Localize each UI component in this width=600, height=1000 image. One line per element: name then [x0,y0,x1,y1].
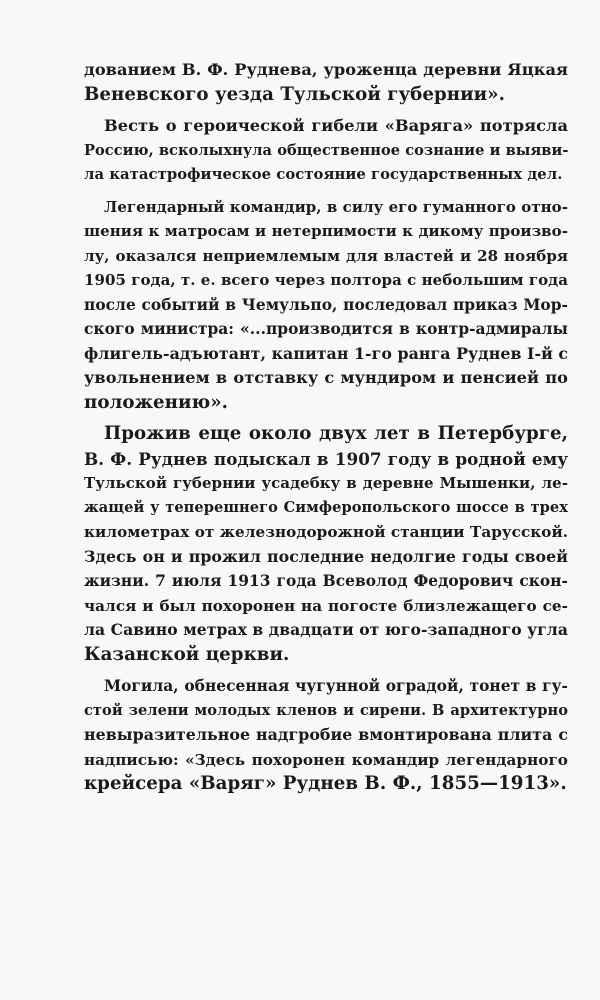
text-line: В. Ф. Руднев подыскал в 1907 году в родной ему [84,448,568,469]
text-line: Здесь он и прожил последние недолгие годы своей [84,546,568,566]
paragraph-3 [84,195,568,416]
text-line: Казанской церкви. [84,643,290,665]
text-line: флигель-адъютант, капитан 1-го ранга Руднев I-й с [84,343,568,363]
text-line: крейсера «Варяг» Руднев В. Ф., 1855—1913». [84,773,567,794]
text-line: шения к матросам и нетерпимости к дикому произво- [84,222,568,240]
text-line: Легендарный командир, в силу его гуманного отно- [104,197,568,216]
paragraph-2 [84,114,568,188]
text-line: надписью: «Здесь похоронен командир легендарного [84,750,568,769]
text-line: Россию, всколыхнула общественное сознание и выяви- [84,141,568,159]
text-line: километрах от железнодорожной станции Тарусской. [84,523,568,541]
paragraph-1 [84,58,568,107]
page-text [84,58,568,800]
text-line: ского министра: «...производится в контр-адмиралы [84,320,568,338]
text-line: Весть о героической гибели «Варяга» потрясла [104,116,568,135]
text-line: лу, оказался неприемлемым для властей и 28 ноября [84,246,568,265]
text-line: ла Савино метрах в двадцати от юго-западного угла [84,620,568,639]
text-line: невыразительное надгробие вмонтирована плита с [84,725,568,744]
text-line: ла катастрофическое состояние государственных дел. [84,166,563,183]
text-line: Веневского уезда Тульской губернии». [84,83,505,105]
text-line: Прожив еще около двух лет в Петербурге, [104,423,568,444]
paragraph-5 [84,674,568,797]
text-line: дованием В. Ф. Руднева, уроженца деревни Яцкая [84,60,568,79]
text-line: жащей у теперешнего Симферопольского шоссе в трех [84,498,568,516]
paragraph-4 [84,422,568,667]
text-line: жизни. 7 июля 1913 года Всеволод Федорович скон- [84,572,568,590]
text-line: положению». [84,391,229,413]
text-line: Тульской губернии усадебку в деревне Мышенки, ле- [84,474,568,492]
text-line: Могила, обнесенная чугунной оградой, тонет в гу- [104,677,568,695]
text-line: стой зелени молодых кленов и сирени. В архитектурно [84,701,568,719]
text-line: чался и был похоронен на погосте близлежащего се- [84,596,568,615]
text-line: после событий в Чемульпо, последовал приказ Мор- [84,295,568,314]
text-line: 1905 года, т. е. всего через полтора с небольшим года [84,271,568,289]
text-line: увольнением в отставку с мундиром и пенсией по [84,368,568,387]
